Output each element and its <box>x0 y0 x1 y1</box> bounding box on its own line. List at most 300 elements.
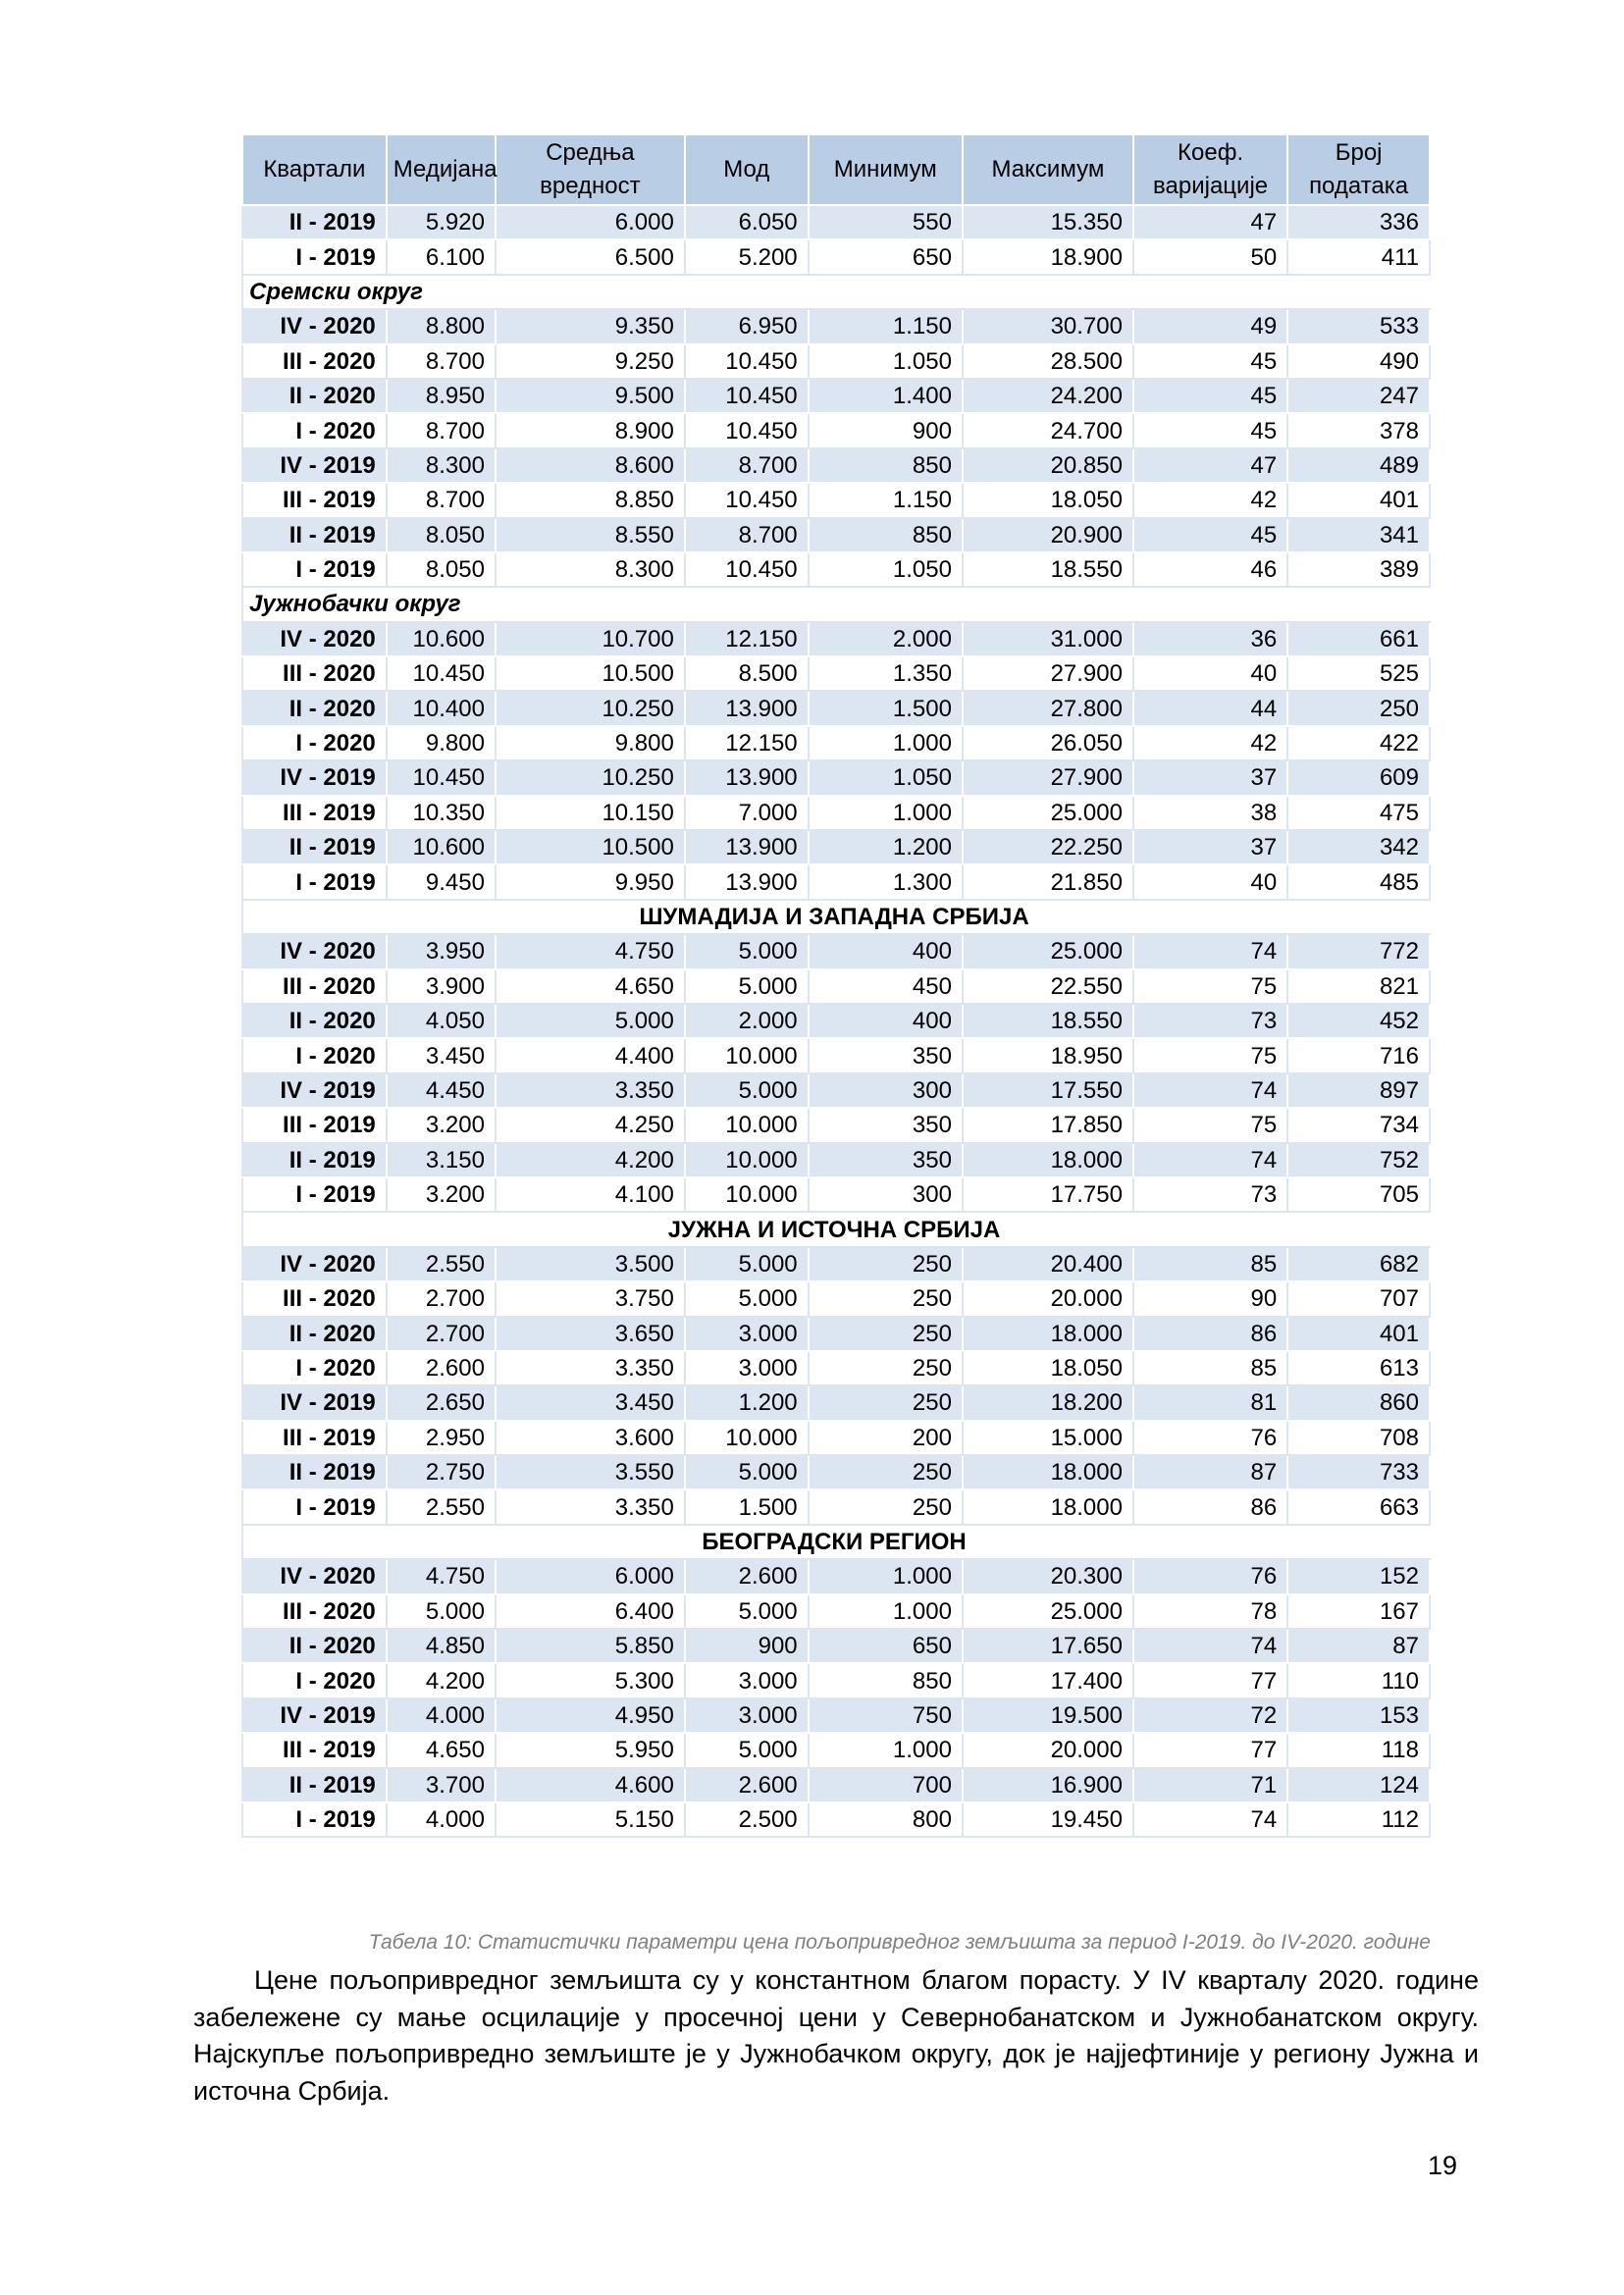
value-cell: 1.050 <box>809 344 963 379</box>
table-row <box>242 622 1430 656</box>
value-cell: 250 <box>1287 691 1430 725</box>
table-row <box>242 796 1430 830</box>
value-cell: 8.800 <box>387 309 496 343</box>
value-cell: 4.750 <box>496 934 685 968</box>
value-cell: 17.400 <box>963 1663 1133 1697</box>
value-cell: 8.500 <box>685 656 809 691</box>
value-cell: 300 <box>809 1177 963 1212</box>
header-mode: Мод <box>685 134 809 205</box>
value-cell: 525 <box>1287 656 1430 691</box>
header-quarters: Квартали <box>242 134 387 205</box>
value-cell: 5.200 <box>685 239 809 274</box>
value-cell: 4.650 <box>387 1733 496 1767</box>
value-cell: 152 <box>1287 1559 1430 1593</box>
header-mean: Средња вредност <box>496 134 685 205</box>
quarter-cell: IV - 2020 <box>242 622 387 656</box>
value-cell: 389 <box>1287 552 1430 587</box>
value-cell: 13.900 <box>685 830 809 864</box>
quarter-cell: IV - 2020 <box>242 1247 387 1281</box>
value-cell: 18.000 <box>963 1317 1133 1351</box>
value-cell: 250 <box>809 1385 963 1420</box>
quarter-cell: II - 2019 <box>242 1143 387 1177</box>
value-cell: 8.950 <box>387 379 496 413</box>
statistics-table-container <box>241 133 1431 1838</box>
value-cell: 13.900 <box>685 691 809 725</box>
value-cell: 650 <box>809 1629 963 1663</box>
value-cell: 12.150 <box>685 622 809 656</box>
value-cell: 26.050 <box>963 726 1133 760</box>
quarter-cell: III - 2019 <box>242 1108 387 1142</box>
value-cell: 74 <box>1133 1073 1287 1108</box>
value-cell: 752 <box>1287 1143 1430 1177</box>
value-cell: 1.500 <box>809 691 963 725</box>
value-cell: 411 <box>1287 239 1430 274</box>
value-cell: 4.950 <box>496 1698 685 1733</box>
table-row <box>242 239 1430 274</box>
table-row <box>242 205 1430 239</box>
value-cell: 18.050 <box>963 483 1133 517</box>
value-cell: 350 <box>809 1038 963 1072</box>
value-cell: 20.400 <box>963 1247 1133 1281</box>
value-cell: 3.000 <box>685 1663 809 1697</box>
value-cell: 153 <box>1287 1698 1430 1733</box>
value-cell: 3.150 <box>387 1143 496 1177</box>
value-cell: 10.450 <box>685 344 809 379</box>
value-cell: 2.550 <box>387 1489 496 1524</box>
region-name: БЕОГРАДСКИ РЕГИОН <box>242 1525 1430 1559</box>
quarter-cell: II - 2020 <box>242 1004 387 1038</box>
header-coef-variation: Коеф. варијације <box>1133 134 1287 205</box>
quarter-cell: III - 2020 <box>242 1594 387 1629</box>
value-cell: 27.900 <box>963 760 1133 795</box>
value-cell: 3.000 <box>685 1317 809 1351</box>
quarter-cell: II - 2019 <box>242 205 387 239</box>
value-cell: 250 <box>809 1281 963 1316</box>
table-row <box>242 1768 1430 1802</box>
value-cell: 18.000 <box>963 1143 1133 1177</box>
value-cell: 3.500 <box>496 1247 685 1281</box>
value-cell: 17.850 <box>963 1108 1133 1142</box>
value-cell: 4.200 <box>387 1663 496 1697</box>
value-cell: 9.250 <box>496 344 685 379</box>
table-row <box>242 1733 1430 1767</box>
value-cell: 5.000 <box>685 934 809 968</box>
value-cell: 75 <box>1133 969 1287 1004</box>
quarter-cell: I - 2020 <box>242 1663 387 1697</box>
value-cell: 490 <box>1287 344 1430 379</box>
value-cell: 2.550 <box>387 1247 496 1281</box>
value-cell: 3.350 <box>496 1073 685 1108</box>
value-cell: 1.000 <box>809 1733 963 1767</box>
value-cell: 9.450 <box>387 864 496 899</box>
value-cell: 18.550 <box>963 1004 1133 1038</box>
value-cell: 9.800 <box>387 726 496 760</box>
value-cell: 250 <box>809 1317 963 1351</box>
value-cell: 76 <box>1133 1421 1287 1455</box>
quarter-cell: II - 2019 <box>242 830 387 864</box>
table-row <box>242 969 1430 1004</box>
value-cell: 200 <box>809 1421 963 1455</box>
value-cell: 4.200 <box>496 1143 685 1177</box>
value-cell: 31.000 <box>963 622 1133 656</box>
value-cell: 87 <box>1133 1455 1287 1489</box>
value-cell: 4.000 <box>387 1698 496 1733</box>
table-row <box>242 726 1430 760</box>
value-cell: 10.350 <box>387 796 496 830</box>
table-row <box>242 552 1430 587</box>
value-cell: 22.550 <box>963 969 1133 1004</box>
value-cell: 4.600 <box>496 1768 685 1802</box>
value-cell: 20.850 <box>963 448 1133 483</box>
value-cell: 18.950 <box>963 1038 1133 1072</box>
value-cell: 2.700 <box>387 1281 496 1316</box>
value-cell: 3.000 <box>685 1698 809 1733</box>
quarter-cell: II - 2019 <box>242 1768 387 1802</box>
value-cell: 1.000 <box>809 1559 963 1593</box>
value-cell: 12.150 <box>685 726 809 760</box>
quarter-cell: III - 2020 <box>242 344 387 379</box>
quarter-cell: IV - 2019 <box>242 1698 387 1733</box>
value-cell: 2.700 <box>387 1317 496 1351</box>
quarter-cell: I - 2019 <box>242 1489 387 1524</box>
value-cell: 5.000 <box>496 1004 685 1038</box>
value-cell: 18.050 <box>963 1351 1133 1385</box>
value-cell: 81 <box>1133 1385 1287 1420</box>
value-cell: 40 <box>1133 864 1287 899</box>
value-cell: 250 <box>809 1489 963 1524</box>
value-cell: 401 <box>1287 483 1430 517</box>
value-cell: 8.900 <box>496 413 685 447</box>
value-cell: 8.600 <box>496 448 685 483</box>
value-cell: 1.050 <box>809 760 963 795</box>
table-row <box>242 1385 1430 1420</box>
value-cell: 3.200 <box>387 1108 496 1142</box>
value-cell: 734 <box>1287 1108 1430 1142</box>
value-cell: 2.600 <box>685 1559 809 1593</box>
quarter-cell: IV - 2019 <box>242 1073 387 1108</box>
value-cell: 71 <box>1133 1768 1287 1802</box>
value-cell: 8.300 <box>387 448 496 483</box>
value-cell: 74 <box>1133 1629 1287 1663</box>
table-row <box>242 1663 1430 1697</box>
value-cell: 533 <box>1287 309 1430 343</box>
value-cell: 5.000 <box>685 1281 809 1316</box>
value-cell: 18.000 <box>963 1489 1133 1524</box>
value-cell: 900 <box>685 1629 809 1663</box>
table-row <box>242 1143 1430 1177</box>
value-cell: 17.650 <box>963 1629 1133 1663</box>
value-cell: 42 <box>1133 726 1287 760</box>
table-row <box>242 864 1430 899</box>
quarter-cell: II - 2019 <box>242 1455 387 1489</box>
value-cell: 76 <box>1133 1559 1287 1593</box>
value-cell: 650 <box>809 239 963 274</box>
value-cell: 21.850 <box>963 864 1133 899</box>
value-cell: 10.450 <box>685 483 809 517</box>
value-cell: 75 <box>1133 1108 1287 1142</box>
value-cell: 378 <box>1287 413 1430 447</box>
value-cell: 78 <box>1133 1594 1287 1629</box>
value-cell: 3.000 <box>685 1351 809 1385</box>
value-cell: 5.300 <box>496 1663 685 1697</box>
table-body <box>242 205 1430 1837</box>
quarter-cell: IV - 2019 <box>242 1385 387 1420</box>
quarter-cell: IV - 2019 <box>242 448 387 483</box>
value-cell: 8.300 <box>496 552 685 587</box>
header-maximum: Максимум <box>963 134 1133 205</box>
table-row <box>242 830 1430 864</box>
value-cell: 2.000 <box>685 1004 809 1038</box>
value-cell: 1.200 <box>685 1385 809 1420</box>
value-cell: 2.000 <box>809 622 963 656</box>
value-cell: 750 <box>809 1698 963 1733</box>
quarter-cell: IV - 2020 <box>242 309 387 343</box>
value-cell: 24.200 <box>963 379 1133 413</box>
value-cell: 10.450 <box>387 656 496 691</box>
value-cell: 10.000 <box>685 1108 809 1142</box>
value-cell: 28.500 <box>963 344 1133 379</box>
quarter-cell: III - 2019 <box>242 1421 387 1455</box>
value-cell: 401 <box>1287 1317 1430 1351</box>
value-cell: 716 <box>1287 1038 1430 1072</box>
value-cell: 9.950 <box>496 864 685 899</box>
table-row <box>242 518 1430 552</box>
value-cell: 3.950 <box>387 934 496 968</box>
value-cell: 17.750 <box>963 1177 1133 1212</box>
value-cell: 4.000 <box>387 1802 496 1837</box>
value-cell: 682 <box>1287 1247 1430 1281</box>
value-cell: 850 <box>809 448 963 483</box>
value-cell: 72 <box>1133 1698 1287 1733</box>
quarter-cell: I - 2019 <box>242 1177 387 1212</box>
header-data-count: Број података <box>1287 134 1430 205</box>
value-cell: 700 <box>809 1768 963 1802</box>
value-cell: 85 <box>1133 1247 1287 1281</box>
value-cell: 707 <box>1287 1281 1430 1316</box>
value-cell: 17.550 <box>963 1073 1133 1108</box>
value-cell: 300 <box>809 1073 963 1108</box>
value-cell: 27.800 <box>963 691 1133 725</box>
value-cell: 3.350 <box>496 1351 685 1385</box>
quarter-cell: I - 2020 <box>242 413 387 447</box>
region-header-row <box>242 900 1430 934</box>
value-cell: 10.000 <box>685 1421 809 1455</box>
value-cell: 7.000 <box>685 796 809 830</box>
value-cell: 400 <box>809 1004 963 1038</box>
value-cell: 5.000 <box>685 1733 809 1767</box>
quarter-cell: I - 2019 <box>242 239 387 274</box>
value-cell: 16.900 <box>963 1768 1133 1802</box>
body-paragraph <box>193 1962 1479 2110</box>
value-cell: 10.250 <box>496 691 685 725</box>
value-cell: 250 <box>809 1351 963 1385</box>
value-cell: 9.500 <box>496 379 685 413</box>
value-cell: 90 <box>1133 1281 1287 1316</box>
table-row <box>242 1247 1430 1281</box>
value-cell: 1.000 <box>809 726 963 760</box>
region-header-row <box>242 1525 1430 1559</box>
value-cell: 250 <box>809 1247 963 1281</box>
quarter-cell: II - 2020 <box>242 379 387 413</box>
value-cell: 86 <box>1133 1317 1287 1351</box>
value-cell: 2.650 <box>387 1385 496 1420</box>
value-cell: 772 <box>1287 934 1430 968</box>
value-cell: 1.400 <box>809 379 963 413</box>
value-cell: 3.650 <box>496 1317 685 1351</box>
value-cell: 73 <box>1133 1004 1287 1038</box>
value-cell: 663 <box>1287 1489 1430 1524</box>
district-name: Сремски округ <box>242 275 1430 309</box>
value-cell: 5.000 <box>685 1073 809 1108</box>
value-cell: 36 <box>1133 622 1287 656</box>
value-cell: 3.750 <box>496 1281 685 1316</box>
value-cell: 85 <box>1133 1351 1287 1385</box>
value-cell: 247 <box>1287 379 1430 413</box>
region-name: ШУМАДИЈА И ЗАПАДНА СРБИЈА <box>242 900 1430 934</box>
value-cell: 24.700 <box>963 413 1133 447</box>
value-cell: 3.350 <box>496 1489 685 1524</box>
table-row <box>242 1421 1430 1455</box>
table-row <box>242 1455 1430 1489</box>
table-row <box>242 1629 1430 1663</box>
value-cell: 10.600 <box>387 830 496 864</box>
value-cell: 708 <box>1287 1421 1430 1455</box>
value-cell: 19.500 <box>963 1698 1133 1733</box>
value-cell: 10.400 <box>387 691 496 725</box>
value-cell: 37 <box>1133 760 1287 795</box>
value-cell: 5.000 <box>387 1594 496 1629</box>
quarter-cell: IV - 2020 <box>242 1559 387 1593</box>
value-cell: 613 <box>1287 1351 1430 1385</box>
price-statistics-table <box>241 133 1431 1838</box>
value-cell: 4.400 <box>496 1038 685 1072</box>
quarter-cell: III - 2020 <box>242 656 387 691</box>
value-cell: 2.600 <box>387 1351 496 1385</box>
header-median: Медијана <box>387 134 496 205</box>
value-cell: 110 <box>1287 1663 1430 1697</box>
quarter-cell: III - 2020 <box>242 1281 387 1316</box>
value-cell: 3.550 <box>496 1455 685 1489</box>
value-cell: 3.450 <box>387 1038 496 1072</box>
district-subheader-row <box>242 275 1430 309</box>
value-cell: 1.500 <box>685 1489 809 1524</box>
value-cell: 8.700 <box>685 518 809 552</box>
quarter-cell: II - 2020 <box>242 691 387 725</box>
value-cell: 74 <box>1133 1802 1287 1837</box>
value-cell: 705 <box>1287 1177 1430 1212</box>
table-row <box>242 1489 1430 1524</box>
value-cell: 6.000 <box>496 1559 685 1593</box>
table-row <box>242 309 1430 343</box>
value-cell: 124 <box>1287 1768 1430 1802</box>
value-cell: 50 <box>1133 239 1287 274</box>
value-cell: 77 <box>1133 1663 1287 1697</box>
value-cell: 550 <box>809 205 963 239</box>
value-cell: 10.450 <box>685 552 809 587</box>
value-cell: 2.750 <box>387 1455 496 1489</box>
value-cell: 37 <box>1133 830 1287 864</box>
value-cell: 6.100 <box>387 239 496 274</box>
value-cell: 350 <box>809 1108 963 1142</box>
value-cell: 8.700 <box>387 413 496 447</box>
district-name: Јужнобачки округ <box>242 587 1430 621</box>
table-row <box>242 1177 1430 1212</box>
value-cell: 661 <box>1287 622 1430 656</box>
value-cell: 4.650 <box>496 969 685 1004</box>
value-cell: 5.000 <box>685 1455 809 1489</box>
page-number: 19 <box>1428 2151 1458 2180</box>
value-cell: 450 <box>809 969 963 1004</box>
value-cell: 30.700 <box>963 309 1133 343</box>
value-cell: 1.150 <box>809 483 963 517</box>
value-cell: 4.050 <box>387 1004 496 1038</box>
value-cell: 5.000 <box>685 1247 809 1281</box>
value-cell: 20.000 <box>963 1281 1133 1316</box>
quarter-cell: IV - 2019 <box>242 760 387 795</box>
value-cell: 18.200 <box>963 1385 1133 1420</box>
value-cell: 4.750 <box>387 1559 496 1593</box>
value-cell: 10.450 <box>685 413 809 447</box>
value-cell: 5.150 <box>496 1802 685 1837</box>
value-cell: 25.000 <box>963 1594 1133 1629</box>
value-cell: 3.700 <box>387 1768 496 1802</box>
table-caption: Табела 10: Статистички параметри цена пољопривредног земљишта за период I-2019. до IV-2020. године <box>368 1931 1431 1954</box>
value-cell: 6.500 <box>496 239 685 274</box>
value-cell: 15.000 <box>963 1421 1133 1455</box>
value-cell: 44 <box>1133 691 1287 725</box>
value-cell: 4.250 <box>496 1108 685 1142</box>
value-cell: 8.050 <box>387 552 496 587</box>
quarter-cell: III - 2019 <box>242 796 387 830</box>
value-cell: 13.900 <box>685 760 809 795</box>
value-cell: 167 <box>1287 1594 1430 1629</box>
value-cell: 112 <box>1287 1802 1430 1837</box>
value-cell: 1.300 <box>809 864 963 899</box>
value-cell: 475 <box>1287 796 1430 830</box>
value-cell: 8.700 <box>685 448 809 483</box>
value-cell: 10.600 <box>387 622 496 656</box>
value-cell: 10.150 <box>496 796 685 830</box>
quarter-cell: II - 2019 <box>242 518 387 552</box>
value-cell: 1.150 <box>809 309 963 343</box>
value-cell: 40 <box>1133 656 1287 691</box>
value-cell: 38 <box>1133 796 1287 830</box>
value-cell: 47 <box>1133 448 1287 483</box>
value-cell: 15.350 <box>963 205 1133 239</box>
value-cell: 74 <box>1133 1143 1287 1177</box>
quarter-cell: I - 2020 <box>242 726 387 760</box>
value-cell: 5.920 <box>387 205 496 239</box>
value-cell: 897 <box>1287 1073 1430 1108</box>
value-cell: 45 <box>1133 344 1287 379</box>
value-cell: 1.000 <box>809 1594 963 1629</box>
value-cell: 850 <box>809 1663 963 1697</box>
value-cell: 25.000 <box>963 796 1133 830</box>
value-cell: 3.200 <box>387 1177 496 1212</box>
value-cell: 900 <box>809 413 963 447</box>
value-cell: 733 <box>1287 1455 1430 1489</box>
table-row <box>242 760 1430 795</box>
quarter-cell: I - 2019 <box>242 864 387 899</box>
region-name: ЈУЖНА И ИСТОЧНА СРБИЈА <box>242 1212 1430 1246</box>
value-cell: 4.100 <box>496 1177 685 1212</box>
value-cell: 45 <box>1133 518 1287 552</box>
value-cell: 49 <box>1133 309 1287 343</box>
value-cell: 20.300 <box>963 1559 1133 1593</box>
value-cell: 609 <box>1287 760 1430 795</box>
value-cell: 5.850 <box>496 1629 685 1663</box>
value-cell: 6.000 <box>496 205 685 239</box>
